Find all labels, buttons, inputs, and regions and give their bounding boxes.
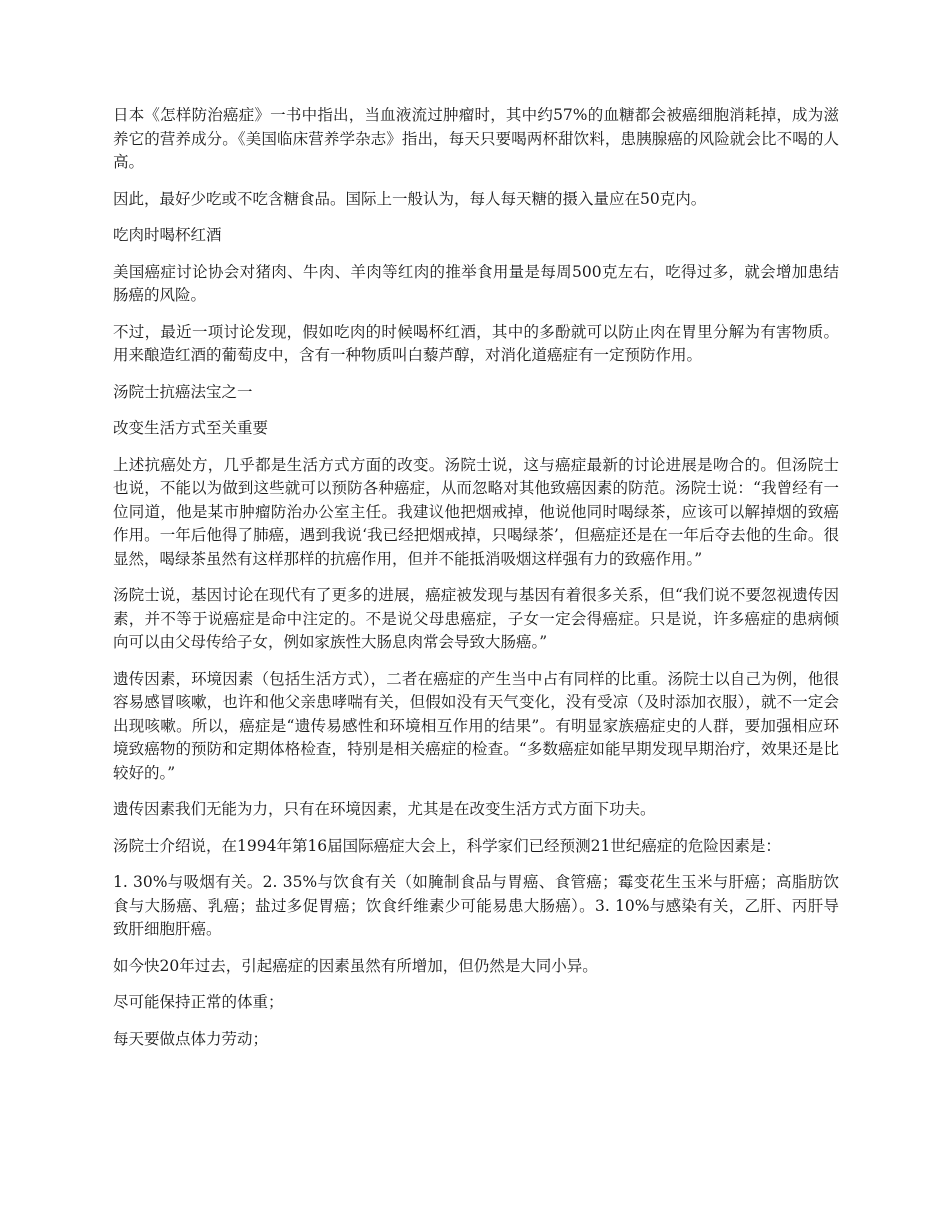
paragraph-heredity-environment: 遗传因素，环境因素（包括生活方式），二者在癌症的产生当中占有同样的比重。汤院士以自己为例，他很容易感冒咳嗽，也许和他父亲患哮喘有关，但假如没有天气变化，没有受凉（及时添加衣服），就不一定会出现咳嗽。所以，癌症是“遗传易感性和环境相互作用的结果”。有明显家族癌症史的人群，要加强相应环境致癌物的预防和定期体格检查，特别是相关癌症的检查。“多数癌症如能早期发现早期治疗，效果还是比较好的。” bbox=[113, 669, 839, 782]
paragraph-blood-sugar: 日本《怎样防治癌症》一书中指出，当血液流过肿瘤时，其中约57%的血糖都会被癌细胞消耗掉，成为滋养它的营养成分。《美国临床营养学杂志》指出，每天只要喝两杯甜饮料，患胰腺癌的风险就会比不喝的人高。 bbox=[113, 106, 839, 171]
paragraph-1994-conference: 汤院士介绍说，在1994年第16届国际癌症大会上，科学家们已经预测21世纪癌症的危险因素是： bbox=[113, 836, 781, 855]
paragraph-normal-weight: 尽可能保持正常的体重； bbox=[113, 993, 284, 1011]
paragraph-red-meat: 美国癌症讨论协会对猪肉、牛肉、羊肉等红肉的推举食用量是每周500克左右，吃得过多，就会增加患结肠癌的风险。 bbox=[113, 262, 839, 304]
paragraph-twenty-years: 如今快20年过去，引起癌症的因素虽然有所增加，但仍然是大同小异。 bbox=[113, 956, 598, 975]
paragraph-physical-labor: 每天要做点体力劳动； bbox=[113, 1029, 269, 1048]
heading-academician-tips: 汤院士抗癌法宝之一 bbox=[113, 382, 253, 401]
paragraph-risk-factors: 1. 30%与吸烟有关。2. 35%与饮食有关（如腌制食品与胃癌、食管癌；霉变花生玉米与肝癌；高脂肪饮食与大肠癌、乳癌；盐过多促胃癌；饮食纤维素少可能易患大肠癌）。3. 10%与感染有关，乙肝、丙肝导致肝细胞肝癌。 bbox=[113, 873, 839, 938]
paragraph-genetics: 汤院士说，基因讨论在现代有了更多的进展，癌症被发现与基因有着很多关系，但“我们说不要忽视遗传因素，并不等于说癌症是命中注定的。不是说父母患癌症，子女一定会得癌症。只是说，许多癌症的患病倾向可以由父母传给子女，例如家族性大肠息肉常会导致大肠癌。” bbox=[113, 586, 839, 651]
heading-lifestyle-change: 改变生活方式至关重要 bbox=[113, 419, 269, 437]
paragraph-lifestyle: 上述抗癌处方，几乎都是生活方式方面的改变。汤院士说，这与癌症最新的讨论进展是吻合的。但汤院士也说，不能以为做到这些就可以预防各种癌症，从而忽略对其他致癌因素的防范。汤院士说：“我曾经有一位同道，他是某市肿瘤防治办公室主任。我建议他把烟戒掉，他说他同时喝绿茶，应该可以解掉烟的致癌作用。一年后他得了肺癌，遇到我说‘我已经把烟戒掉，只喝绿茶’，但癌症还是在一年后夺去他的生命。很显然，喝绿茶虽然有这样那样的抗癌作用，但并不能抵消吸烟这样强有力的致癌作用。” bbox=[113, 455, 839, 568]
paragraph-sugar-intake: 因此，最好少吃或不吃含糖食品。国际上一般认为，每人每天糖的摄入量应在50克内。 bbox=[113, 189, 707, 208]
paragraph-polyphenols: 不过，最近一项讨论发现，假如吃肉的时候喝杯红酒，其中的多酚就可以防止肉在胃里分解为有害物质。用来酿造红酒的葡萄皮中，含有一种物质叫白藜芦醇，对消化道癌症有一定预防作用。 bbox=[113, 322, 839, 364]
paragraph-environment-focus: 遗传因素我们无能为力，只有在环境因素，尤其是在改变生活方式方面下功夫。 bbox=[113, 800, 656, 818]
heading-red-wine: 吃肉时喝杯红酒 bbox=[113, 226, 222, 244]
document-body bbox=[113, 104, 839, 1064]
